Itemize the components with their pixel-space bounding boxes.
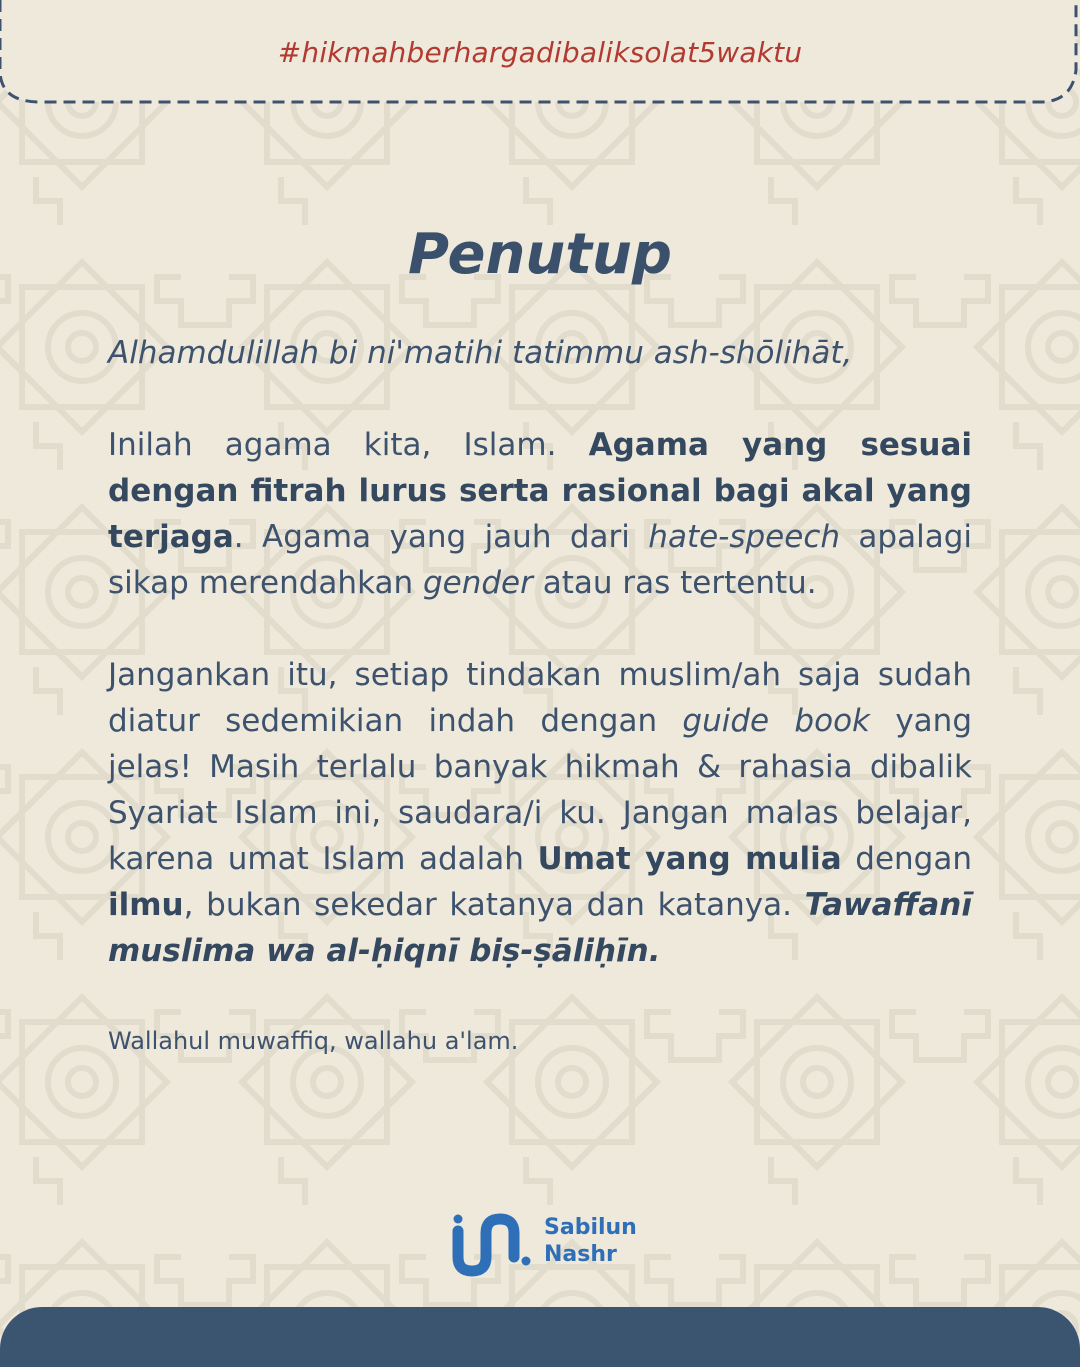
- paragraph-2-segment: Jangankan itu, setiap tindakan muslim/ah saja sudah diatur sedemikian indah dengan: [108, 657, 972, 739]
- paragraph-1-segment: gender: [422, 565, 533, 601]
- article-body: [108, 330, 972, 1058]
- paragraph-2-segment: Tawaffanī muslima wa al-ḥiqnī biṣ-ṣāliḥīn.: [108, 887, 972, 969]
- paragraph-2-segment: ilmu: [108, 887, 184, 923]
- paragraph-2-segment: Umat yang mulia: [537, 841, 842, 877]
- paragraph-1-segment: . Agama yang jauh dari: [233, 519, 649, 555]
- paragraph-2-segment: dengan: [841, 841, 972, 877]
- logo-wordmark: [544, 1214, 637, 1268]
- logo-line-1: Sabilun: [544, 1215, 637, 1240]
- hashtag-band: [0, 0, 1080, 106]
- paragraph-1-segment: apalagi sikap merendahkan: [108, 519, 972, 601]
- paragraph-1-segment: atau ras tertentu.: [532, 565, 817, 601]
- logo-line-2: Nashr: [544, 1242, 617, 1267]
- opening-line: Alhamdulillah bi ni'matihi tatimmu ash-shōlihāt,: [108, 335, 853, 371]
- hashtag-text: #hikmahberhargadibaliksolat5waktu: [277, 36, 803, 69]
- paragraph-2-segment: , bukan sekedar katanya dan katanya.: [183, 887, 805, 923]
- closing-line: Wallahul muwaffiq, wallahu a'lam.: [108, 1027, 519, 1055]
- paragraph-2-segment: yang jelas! Masih terlalu banyak hikmah & rahasia dibalik Syariat Islam ini, saudara/i ku. Jangan malas belajar, karena umat Islam adalah: [108, 703, 972, 877]
- sabilun-nashr-logo-icon: [452, 1205, 532, 1277]
- paragraph-1-segment: Inilah agama kita, Islam.: [108, 427, 589, 463]
- page-title: Penutup: [408, 222, 672, 287]
- paragraph-1-segment: Agama yang sesuai dengan fitrah lurus serta rasional bagi akal yang terjaga: [108, 427, 972, 555]
- paragraph-1: [108, 422, 972, 606]
- paragraph-1-segment: hate-speech: [648, 519, 841, 555]
- footer-bar: [0, 1307, 1080, 1367]
- paragraph-2: [108, 652, 972, 974]
- paragraph-2-segment: guide book: [682, 703, 870, 739]
- brand-logo: [452, 1205, 637, 1277]
